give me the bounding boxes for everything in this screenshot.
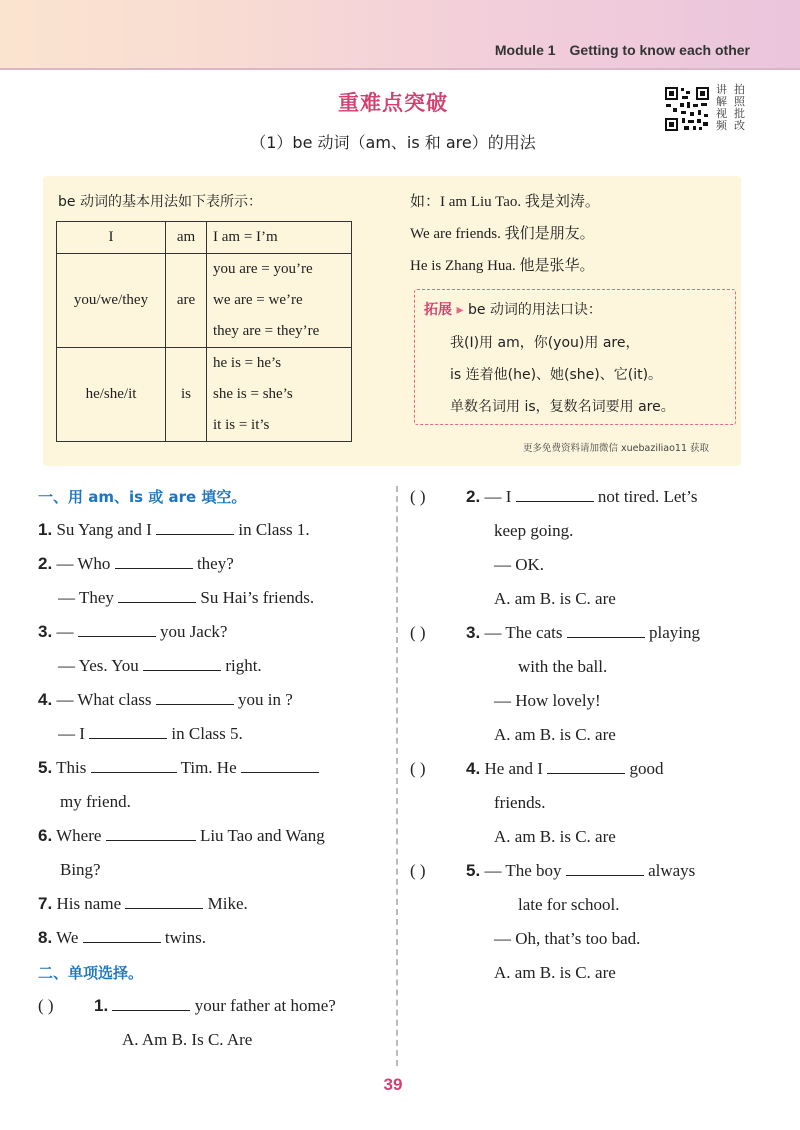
mc-question-3: ( ) 3. — The cats playing [410, 623, 700, 642]
extension-tag: 拓展 [424, 302, 452, 318]
table-forms: he is = he’s she is = she’s it is = it’s [207, 348, 352, 442]
play-arrow-icon: ▸ [456, 302, 464, 318]
question-4: 4. — What class you in ? [38, 690, 293, 709]
mc-options: A. am B. is C. are [494, 963, 616, 982]
answer-blank[interactable] [83, 928, 161, 943]
answer-paren[interactable]: ( ) [38, 996, 54, 1015]
table-row [57, 254, 352, 348]
qr-label: 讲 拍 解 照 视 批 频 改 [716, 83, 745, 132]
answer-blank[interactable] [566, 861, 644, 876]
mc-options: A. Am B. Is C. Are [122, 1030, 253, 1049]
be-verb-table [56, 221, 352, 442]
question-2: 2. — Who they? [38, 554, 234, 573]
table-subject: he/she/it [57, 348, 166, 442]
extension-heading [424, 299, 602, 319]
answer-paren[interactable]: ( ) [410, 487, 426, 506]
answer-blank[interactable] [567, 623, 645, 638]
answer-blank[interactable] [118, 588, 196, 603]
answer-blank[interactable] [89, 724, 167, 739]
extension-line: 我(I)用 am，你(you)用 are， [450, 335, 640, 351]
mc-question-2-reply: — OK. [494, 555, 545, 574]
question-5-cont: my friend. [60, 792, 131, 811]
page-subtitle: （1）be 动词（am、is 和 are）的用法 [250, 133, 536, 152]
module-title: Getting to know each other [569, 42, 750, 58]
question-3: 3. — you Jack? [38, 622, 228, 641]
page-title: 重难点突破 [338, 91, 448, 115]
column-divider [396, 486, 398, 1066]
answer-blank[interactable] [156, 520, 234, 535]
answer-paren[interactable]: ( ) [410, 759, 426, 778]
header-divider [0, 68, 800, 70]
table-forms: you are = you’re we are = we’re they are = they’re [207, 254, 352, 348]
answer-blank[interactable] [516, 487, 594, 502]
mc-options: A. am B. is C. are [494, 589, 616, 608]
mc-options: A. am B. is C. are [494, 725, 616, 744]
question-3-reply: — Yes. You right. [58, 656, 262, 675]
table-forms: I am = I’m [207, 222, 352, 254]
answer-paren[interactable]: ( ) [410, 861, 426, 880]
answer-blank[interactable] [115, 554, 193, 569]
answer-blank[interactable] [156, 690, 234, 705]
page-number: 39 [383, 1075, 403, 1094]
mc-question-1: ( ) 1. your father at home? [38, 996, 336, 1015]
answer-blank[interactable] [547, 759, 625, 774]
question-6-cont: Bing? [60, 860, 101, 879]
mc-options: A. am B. is C. are [494, 827, 616, 846]
question-8: 8. We twins. [38, 928, 206, 947]
mc-question-5-reply: — Oh, that’s too bad. [494, 929, 641, 948]
answer-blank[interactable] [106, 826, 196, 841]
footer-note: 更多免费资料请加微信 xuebaziliao11 获取 [523, 443, 710, 454]
answer-blank[interactable] [112, 996, 190, 1011]
question-5: 5. This Tim. He [38, 758, 319, 778]
example-sentence: 如：I am Liu Tao. 我是刘涛。 [410, 194, 600, 210]
table-row [57, 222, 352, 254]
mc-question-5-cont: late for school. [518, 895, 620, 914]
answer-blank[interactable] [91, 758, 177, 773]
extension-line: 单数名词用 is，复数名词要用 are。 [450, 399, 675, 415]
box-intro: be 动词的基本用法如下表所示： [58, 194, 262, 210]
question-7: 7. His name Mike. [38, 894, 248, 913]
mc-question-2: ( ) 2. — I not tired. Let’s [410, 487, 698, 506]
table-subject: you/we/they [57, 254, 166, 348]
table-verb: am [166, 222, 207, 254]
module-number: Module 1 [494, 42, 556, 58]
extension-title: be 动词的用法口诀： [467, 302, 602, 318]
table-row [57, 348, 352, 442]
mc-question-2-cont: keep going. [494, 521, 574, 540]
table-verb: is [166, 348, 207, 442]
answer-blank[interactable] [143, 656, 221, 671]
answer-paren[interactable]: ( ) [410, 623, 426, 642]
mc-question-3-reply: — How lovely! [494, 691, 601, 710]
mc-question-4: ( ) 4. He and I good [410, 759, 664, 778]
question-6: 6. Where Liu Tao and Wang [38, 826, 325, 845]
qr-code-icon[interactable] [664, 86, 710, 132]
table-verb: are [166, 254, 207, 348]
answer-blank[interactable] [78, 622, 156, 637]
extension-line: is 连着他(he)、她(she)、它(it)。 [450, 367, 663, 383]
example-sentence: He is Zhang Hua. 他是张华。 [410, 258, 595, 274]
table-subject: I [57, 222, 166, 254]
question-2-reply: — They Su Hai’s friends. [58, 588, 315, 607]
section-heading: 一、用 am、is 或 are 填空。 [38, 488, 247, 506]
example-sentence: We are friends. 我们是朋友。 [410, 226, 595, 242]
mc-question-3-cont: with the ball. [518, 657, 608, 676]
question-1: 1. Su Yang and I in Class 1. [38, 520, 310, 539]
mc-question-5: ( ) 5. — The boy always [410, 861, 696, 880]
question-4-reply: — I in Class 5. [58, 724, 243, 743]
module-header [495, 42, 750, 58]
answer-blank[interactable] [241, 758, 319, 773]
mc-question-4-cont: friends. [494, 793, 546, 812]
section-heading: 二、单项选择。 [38, 964, 144, 982]
answer-blank[interactable] [125, 894, 203, 909]
